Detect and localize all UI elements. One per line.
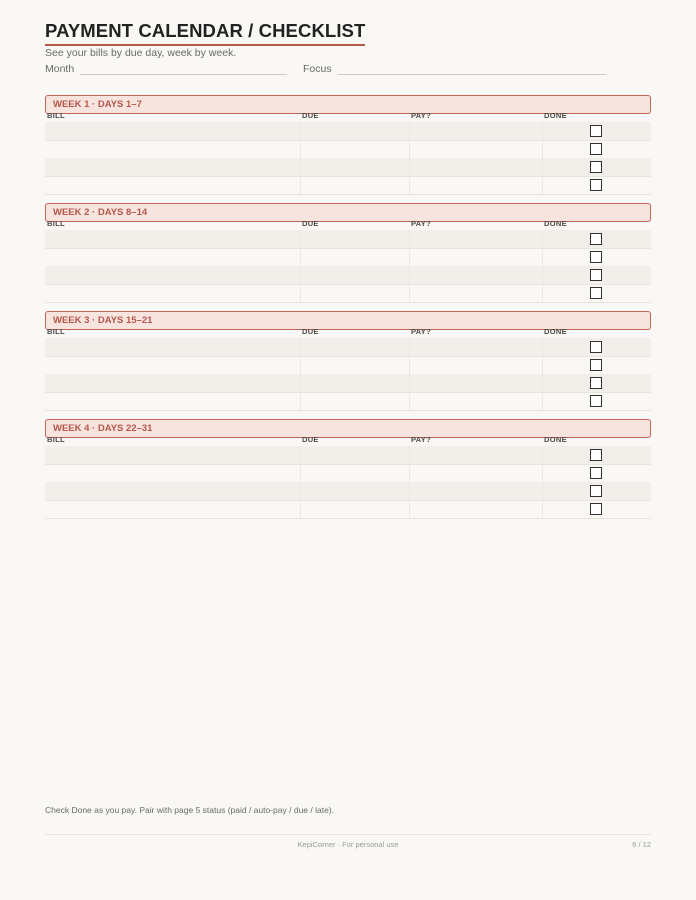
- done-checkbox[interactable]: [590, 503, 602, 515]
- bill-row: [45, 230, 651, 249]
- bill-row: [45, 392, 651, 411]
- bill-row: [45, 248, 651, 267]
- bill-row: [45, 338, 651, 357]
- done-checkbox[interactable]: [590, 287, 602, 299]
- page-subtitle: See your bills by due day, week by week.: [45, 47, 237, 59]
- done-checkbox[interactable]: [590, 125, 602, 137]
- pay-cell[interactable]: [409, 356, 543, 374]
- week-title: WEEK 1 · DAYS 1–7: [53, 99, 142, 110]
- bill-cell[interactable]: [45, 374, 301, 392]
- due-cell[interactable]: [300, 374, 410, 392]
- month-field[interactable]: [80, 74, 287, 75]
- page-number: 6 / 12: [632, 840, 651, 849]
- bill-cell[interactable]: [45, 158, 301, 176]
- bill-cell[interactable]: [45, 176, 301, 194]
- month-focus-row: [45, 63, 651, 77]
- bill-row: [45, 464, 651, 483]
- col-pay-header: PAY?: [411, 111, 431, 120]
- done-checkbox[interactable]: [590, 269, 602, 281]
- pay-cell[interactable]: [409, 230, 543, 248]
- due-cell[interactable]: [300, 500, 410, 518]
- col-bill-header: BILL: [47, 111, 65, 120]
- week-title: WEEK 2 · DAYS 8–14: [53, 207, 148, 218]
- done-checkbox[interactable]: [590, 179, 602, 191]
- focus-field[interactable]: [338, 74, 606, 75]
- bill-row: [45, 158, 651, 177]
- page: [45, 0, 651, 900]
- col-due-header: DUE: [302, 219, 319, 228]
- pay-cell[interactable]: [409, 140, 543, 158]
- week-title: WEEK 4 · DAYS 22–31: [53, 423, 153, 434]
- due-cell[interactable]: [300, 158, 410, 176]
- pay-cell[interactable]: [409, 374, 543, 392]
- col-done-header: DONE: [544, 111, 567, 120]
- col-due-header: DUE: [302, 111, 319, 120]
- pay-cell[interactable]: [409, 446, 543, 464]
- bill-row: [45, 446, 651, 465]
- bill-cell[interactable]: [45, 230, 301, 248]
- month-label: Month: [45, 63, 75, 75]
- due-cell[interactable]: [300, 464, 410, 482]
- pay-cell[interactable]: [409, 248, 543, 266]
- pay-cell[interactable]: [409, 464, 543, 482]
- col-done-header: DONE: [544, 327, 567, 336]
- bill-cell[interactable]: [45, 500, 301, 518]
- page-title: PAYMENT CALENDAR / CHECKLIST: [45, 20, 365, 46]
- bill-row: [45, 356, 651, 375]
- pay-cell[interactable]: [409, 500, 543, 518]
- col-pay-header: PAY?: [411, 327, 431, 336]
- pay-cell[interactable]: [409, 284, 543, 302]
- bill-row: [45, 500, 651, 519]
- due-cell[interactable]: [300, 248, 410, 266]
- bill-row: [45, 122, 651, 141]
- done-checkbox[interactable]: [590, 395, 602, 407]
- due-cell[interactable]: [300, 284, 410, 302]
- bill-cell[interactable]: [45, 266, 301, 284]
- done-checkbox[interactable]: [590, 161, 602, 173]
- col-bill-header: BILL: [47, 435, 65, 444]
- due-cell[interactable]: [300, 356, 410, 374]
- bill-cell[interactable]: [45, 122, 301, 140]
- due-cell[interactable]: [300, 482, 410, 500]
- pay-cell[interactable]: [409, 392, 543, 410]
- bill-cell[interactable]: [45, 356, 301, 374]
- bill-cell[interactable]: [45, 140, 301, 158]
- due-cell[interactable]: [300, 176, 410, 194]
- bill-cell[interactable]: [45, 284, 301, 302]
- bill-cell[interactable]: [45, 392, 301, 410]
- col-done-header: DONE: [544, 219, 567, 228]
- due-cell[interactable]: [300, 446, 410, 464]
- footer-divider: [45, 834, 651, 835]
- col-pay-header: PAY?: [411, 435, 431, 444]
- col-bill-header: BILL: [47, 219, 65, 228]
- pay-cell[interactable]: [409, 176, 543, 194]
- bill-row: [45, 482, 651, 501]
- bill-row: [45, 266, 651, 285]
- bill-cell[interactable]: [45, 464, 301, 482]
- bill-row: [45, 176, 651, 195]
- pay-cell[interactable]: [409, 122, 543, 140]
- bill-cell[interactable]: [45, 482, 301, 500]
- done-checkbox[interactable]: [590, 485, 602, 497]
- bill-row: [45, 374, 651, 393]
- footer-note: Check Done as you pay. Pair with page 5 status (paid / auto-pay / due / late).: [45, 805, 335, 815]
- col-done-header: DONE: [544, 435, 567, 444]
- done-checkbox[interactable]: [590, 359, 602, 371]
- pay-cell[interactable]: [409, 158, 543, 176]
- week-title: WEEK 3 · DAYS 15–21: [53, 315, 153, 326]
- due-cell[interactable]: [300, 140, 410, 158]
- due-cell[interactable]: [300, 338, 410, 356]
- done-checkbox[interactable]: [590, 449, 602, 461]
- due-cell[interactable]: [300, 230, 410, 248]
- col-pay-header: PAY?: [411, 219, 431, 228]
- due-cell[interactable]: [300, 266, 410, 284]
- pay-cell[interactable]: [409, 338, 543, 356]
- pay-cell[interactable]: [409, 482, 543, 500]
- done-checkbox[interactable]: [590, 341, 602, 353]
- done-checkbox[interactable]: [590, 377, 602, 389]
- col-due-header: DUE: [302, 435, 319, 444]
- done-checkbox[interactable]: [590, 143, 602, 155]
- footer-brand: KepiCorner · For personal use: [297, 840, 399, 849]
- due-cell[interactable]: [300, 392, 410, 410]
- focus-label: Focus: [303, 63, 332, 75]
- pay-cell[interactable]: [409, 266, 543, 284]
- bill-row: [45, 284, 651, 303]
- done-checkbox[interactable]: [590, 251, 602, 263]
- done-checkbox[interactable]: [590, 233, 602, 245]
- done-checkbox[interactable]: [590, 467, 602, 479]
- bill-cell[interactable]: [45, 338, 301, 356]
- col-bill-header: BILL: [47, 327, 65, 336]
- due-cell[interactable]: [300, 122, 410, 140]
- bill-cell[interactable]: [45, 248, 301, 266]
- col-due-header: DUE: [302, 327, 319, 336]
- bill-cell[interactable]: [45, 446, 301, 464]
- bill-row: [45, 140, 651, 159]
